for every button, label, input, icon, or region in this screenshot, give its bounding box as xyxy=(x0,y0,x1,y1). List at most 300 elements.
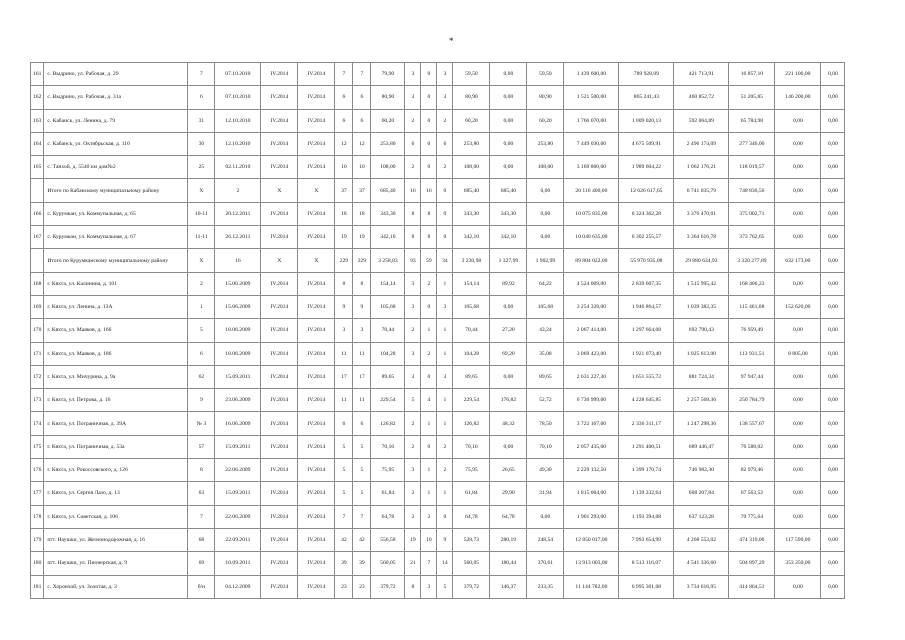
cell-area-total: 3 258,83 xyxy=(371,249,405,272)
registry-table-body xyxy=(31,63,845,599)
cell-row-number: 176 xyxy=(31,459,44,482)
cell-cost-region: 692 790,43 xyxy=(674,319,729,342)
cell-address: г. Кяхта, ул. Петрова, д. 16 xyxy=(44,389,188,412)
cell-row-number: 163 xyxy=(31,109,44,132)
cell-document-date: 15.09.2011 xyxy=(215,482,261,505)
cell-document-number: 2 xyxy=(188,272,215,295)
cell-actual-end: IV.2014 xyxy=(298,435,335,458)
cell-premises-municipal: 1 xyxy=(437,412,453,435)
cell-area-relocated: 61,84 xyxy=(453,482,490,505)
cell-area-total: 560,05 xyxy=(371,552,405,575)
cell-area-owned: 280,19 xyxy=(490,528,527,551)
cell-area-relocated: 343,30 xyxy=(453,202,490,225)
cell-premises-total: 8 xyxy=(405,226,421,249)
cell-row-number: 181 xyxy=(31,575,44,598)
cell-area-relocated: 229,54 xyxy=(453,389,490,412)
cell-cost-region: 29 880 634,93 xyxy=(674,249,729,272)
cell-area-relocated: 64,78 xyxy=(453,505,490,528)
cell-document-number: X xyxy=(188,249,215,272)
cell-premises-municipal: 1 xyxy=(437,319,453,342)
cell-actual-end: IV.2014 xyxy=(298,389,335,412)
cell-cost-extra: 0,00 xyxy=(775,109,821,132)
cell-cost-other: 0,00 xyxy=(821,575,845,598)
cell-area-owned: 64,78 xyxy=(490,505,527,528)
cell-relocated-count-2: 19 xyxy=(353,226,371,249)
cell-cost-total: 2 631 227,30 xyxy=(564,365,619,388)
cell-premises-total: 2 xyxy=(405,319,421,342)
cell-relocated-count-2: 6 xyxy=(353,109,371,132)
cell-cost-local: 250 784,79 xyxy=(729,389,775,412)
cell-premises-municipal: 1 xyxy=(437,482,453,505)
cell-planned-end: IV.2014 xyxy=(261,459,298,482)
cell-area-relocated: 154,14 xyxy=(453,272,490,295)
cell-cost-total: 20 116 400,00 xyxy=(564,179,619,202)
cell-relocated-count-2: 5 xyxy=(353,482,371,505)
cell-cost-other: 0,00 xyxy=(821,389,845,412)
cell-document-date: 15.06.2009 xyxy=(215,295,261,318)
cell-premises-municipal: 2 xyxy=(437,459,453,482)
cell-cost-local: 16 857,10 xyxy=(729,63,775,86)
cell-planned-end: IV.2014 xyxy=(261,226,298,249)
cell-planned-end: IV.2014 xyxy=(261,202,298,225)
cell-cost-region: 2 496 174,09 xyxy=(674,132,729,155)
cell-document-number: 31 xyxy=(188,109,215,132)
cell-area-owned: 48,32 xyxy=(490,412,527,435)
cell-cost-region: 746 982,30 xyxy=(674,459,729,482)
cell-document-date: 04.12.2009 xyxy=(215,575,261,598)
cell-cost-local: 82 979,46 xyxy=(729,459,775,482)
cell-premises-owned: 1 xyxy=(421,319,437,342)
cell-area-owned: 0,00 xyxy=(490,365,527,388)
cell-cost-fund: 1 921 073,40 xyxy=(619,342,674,365)
cell-planned-end: IV.2014 xyxy=(261,482,298,505)
cell-premises-total: 3 xyxy=(405,459,421,482)
cell-cost-fund: 1 399 170,74 xyxy=(619,459,674,482)
cell-actual-end: IV.2014 xyxy=(298,319,335,342)
table-row xyxy=(31,272,845,295)
cell-address: г. Кяхта, ул. Сергея Лазо, д. 13 xyxy=(44,482,188,505)
cell-cost-fund: 789 928,09 xyxy=(619,63,674,86)
cell-premises-total: 3 xyxy=(405,63,421,86)
cell-address: с. Выдрино, ул. Рабочая, д. 29 xyxy=(44,63,188,86)
cell-cost-fund: 1 291 400,51 xyxy=(619,435,674,458)
cell-cost-total: 1 815 004,00 xyxy=(564,482,619,505)
cell-cost-total: 4 524 009,00 xyxy=(564,272,619,295)
cell-area-municipal: 1 902,99 xyxy=(527,249,564,272)
cell-premises-total: 3 xyxy=(405,272,421,295)
cell-cost-other: 0,00 xyxy=(821,342,845,365)
cell-area-total: 104,28 xyxy=(371,342,405,365)
cell-premises-owned: 10 xyxy=(421,528,437,551)
cell-address: с. Курумкан, ул. Коммунальная, д. 65 xyxy=(44,202,188,225)
cell-document-date: 23.06.2009 xyxy=(215,389,261,412)
cell-relocated-count-2: 5 xyxy=(353,459,371,482)
cell-area-relocated: 3 230,98 xyxy=(453,249,490,272)
cell-relocated-count-2: 42 xyxy=(353,528,371,551)
cell-cost-region: 4 541 336,60 xyxy=(674,552,729,575)
cell-cost-total: 2 067 414,00 xyxy=(564,319,619,342)
cell-cost-other: 0,00 xyxy=(821,435,845,458)
cell-address: г. Кяхта, ул. Советская, д. 106 xyxy=(44,505,188,528)
cell-actual-end: IV.2014 xyxy=(298,528,335,551)
cell-premises-total: 16 xyxy=(405,179,421,202)
cell-area-owned: 0,00 xyxy=(490,435,527,458)
cell-cost-other: 0,00 xyxy=(821,249,845,272)
cell-cost-extra: 0,00 xyxy=(775,132,821,155)
cell-cost-fund: 6 995 301,08 xyxy=(619,575,674,598)
cell-cost-extra: 0,00 xyxy=(775,389,821,412)
cell-cost-other: 0,00 xyxy=(821,63,845,86)
cell-row-number: 168 xyxy=(31,272,44,295)
cell-row-number: 170 xyxy=(31,319,44,342)
cell-area-municipal: 64,22 xyxy=(527,272,564,295)
cell-cost-local: 138 557,67 xyxy=(729,412,775,435)
cell-area-municipal: 108,00 xyxy=(527,156,564,179)
cell-document-date: 18.06.2009 xyxy=(215,342,261,365)
cell-actual-end: IV.2014 xyxy=(298,552,335,575)
cell-planned-end: IV.2014 xyxy=(261,389,298,412)
cell-premises-total: 93 xyxy=(405,249,421,272)
cell-relocated-count-2: 11 xyxy=(353,342,371,365)
cell-cost-local: 748 836,56 xyxy=(729,179,775,202)
cell-premises-total: 5 xyxy=(405,389,421,412)
cell-actual-end: IV.2014 xyxy=(298,86,335,109)
cell-relocated-count-2: 7 xyxy=(353,505,371,528)
cell-cost-total: 1 901 293,00 xyxy=(564,505,619,528)
cell-planned-end: IV.2014 xyxy=(261,505,298,528)
cell-relocated-count-2: 6 xyxy=(353,412,371,435)
cell-cost-local: 118 019,57 xyxy=(729,156,775,179)
cell-cost-extra: 221 100,00 xyxy=(775,63,821,86)
cell-relocated-count-2: 10 xyxy=(353,156,371,179)
cell-address: Итого по Кабанскому муниципальному району xyxy=(44,179,188,202)
cell-cost-region: 421 713,91 xyxy=(674,63,729,86)
cell-cost-extra: 0,00 xyxy=(775,412,821,435)
table-row xyxy=(31,109,845,132)
cell-area-municipal: 35,08 xyxy=(527,342,564,365)
cell-address: с. Кабанск, ул. Октябрьская, д. 116 xyxy=(44,132,188,155)
cell-premises-municipal: 3 xyxy=(437,295,453,318)
cell-cost-fund: 55 970 935,08 xyxy=(619,249,674,272)
cell-relocated-count: 12 xyxy=(335,132,353,155)
cell-document-date: 18.06.2009 xyxy=(215,319,261,342)
cell-relocated-count-2: 39 xyxy=(353,552,371,575)
cell-area-total: 342,10 xyxy=(371,226,405,249)
cell-relocated-count: 5 xyxy=(335,482,353,505)
cell-relocated-count: 11 xyxy=(335,389,353,412)
cell-area-total: 154,14 xyxy=(371,272,405,295)
cell-document-number: б/н xyxy=(188,575,215,598)
cell-area-relocated: 80,90 xyxy=(453,86,490,109)
cell-area-relocated: 685,40 xyxy=(453,179,490,202)
cell-area-owned: 685,40 xyxy=(490,179,527,202)
table-row xyxy=(31,132,845,155)
cell-relocated-count: 17 xyxy=(335,365,353,388)
cell-document-number: № 3 xyxy=(188,412,215,435)
cell-actual-end: IV.2014 xyxy=(298,482,335,505)
cell-actual-end: X xyxy=(298,249,335,272)
cell-cost-extra: 0,00 xyxy=(775,575,821,598)
cell-address: г. Кяхта, ул. Пограничная, д. 53а xyxy=(44,435,188,458)
registry-table xyxy=(30,62,845,599)
cell-area-municipal: 0,00 xyxy=(527,179,564,202)
cell-premises-total: 2 xyxy=(405,435,421,458)
cell-relocated-count-2: 37 xyxy=(353,179,371,202)
cell-actual-end: IV.2014 xyxy=(298,459,335,482)
cell-area-owned: 176,82 xyxy=(490,389,527,412)
cell-area-total: 556,58 xyxy=(371,528,405,551)
cell-cost-other: 0,00 xyxy=(821,202,845,225)
cell-document-date: 12.10.2010 xyxy=(215,132,261,155)
cell-row-number: 179 xyxy=(31,528,44,551)
cell-cost-fund: 1 139 232,64 xyxy=(619,482,674,505)
cell-area-owned: 180,44 xyxy=(490,552,527,575)
cell-address: с. Танхой, д. 5540 км дом№2 xyxy=(44,156,188,179)
cell-cost-extra: 146 200,00 xyxy=(775,86,821,109)
cell-area-total: 60,20 xyxy=(371,109,405,132)
cell-cost-total: 2 057 435,00 xyxy=(564,435,619,458)
cell-cost-extra: 8 805,00 xyxy=(775,342,821,365)
cell-area-relocated: 104,28 xyxy=(453,342,490,365)
cell-row-number: 175 xyxy=(31,435,44,458)
cell-cost-region: 1 025 613,00 xyxy=(674,342,729,365)
cell-area-total: 79,90 xyxy=(371,63,405,86)
table-row xyxy=(31,575,845,598)
cell-document-date: 15.09.2011 xyxy=(215,365,261,388)
cell-relocated-count: 42 xyxy=(335,528,353,551)
cell-premises-owned: 1 xyxy=(421,482,437,505)
cell-row-number: 161 xyxy=(31,63,44,86)
cell-cost-total: 3 169 800,00 xyxy=(564,156,619,179)
cell-cost-fund: 2 336 311,17 xyxy=(619,412,674,435)
cell-cost-region: 3 364 616,78 xyxy=(674,226,729,249)
cell-relocated-count: 6 xyxy=(335,86,353,109)
cell-planned-end: IV.2014 xyxy=(261,435,298,458)
cell-cost-fund: 1 009 020,13 xyxy=(619,109,674,132)
cell-premises-owned: 8 xyxy=(421,226,437,249)
cell-row-number xyxy=(31,249,44,272)
cell-cost-extra: 0,00 xyxy=(775,459,821,482)
table-row xyxy=(31,86,845,109)
cell-cost-total: 6 736 999,00 xyxy=(564,389,619,412)
cell-cost-other: 0,00 xyxy=(821,365,845,388)
cell-premises-total: 3 xyxy=(405,86,421,109)
cell-area-total: 70,44 xyxy=(371,319,405,342)
cell-planned-end: IV.2014 xyxy=(261,552,298,575)
cell-document-number: 57 xyxy=(188,435,215,458)
cell-cost-total: 11 144 782,00 xyxy=(564,575,619,598)
cell-row-number: 177 xyxy=(31,482,44,505)
cell-relocated-count-2: 6 xyxy=(353,86,371,109)
cell-area-relocated: 70,44 xyxy=(453,319,490,342)
table-row xyxy=(31,435,845,458)
cell-planned-end: IV.2014 xyxy=(261,295,298,318)
cell-area-municipal: 52,72 xyxy=(527,389,564,412)
cell-cost-region: 3 376 470,01 xyxy=(674,202,729,225)
cell-area-municipal: 43,24 xyxy=(527,319,564,342)
cell-address: Итого по Курумканскому муниципальному району xyxy=(44,249,188,272)
cell-cost-local: 115 461,08 xyxy=(729,295,775,318)
cell-area-relocated: 126,82 xyxy=(453,412,490,435)
cell-cost-fund: 1 651 555,72 xyxy=(619,365,674,388)
cell-planned-end: IV.2014 xyxy=(261,86,298,109)
cell-planned-end: IV.2014 xyxy=(261,342,298,365)
cell-cost-region: 4 268 553,02 xyxy=(674,528,729,551)
cell-actual-end: IV.2014 xyxy=(298,202,335,225)
cell-area-municipal: 233,35 xyxy=(527,575,564,598)
cell-planned-end: IV.2014 xyxy=(261,412,298,435)
cell-premises-municipal: 34 xyxy=(437,249,453,272)
cell-premises-total: 2 xyxy=(405,482,421,505)
cell-cost-local: 504 897,29 xyxy=(729,552,775,575)
cell-cost-extra: 0,00 xyxy=(775,179,821,202)
cell-area-relocated: 342,10 xyxy=(453,226,490,249)
cell-document-number: 7 xyxy=(188,505,215,528)
cell-relocated-count-2: 3 xyxy=(353,319,371,342)
cell-cost-total: 3 722 167,00 xyxy=(564,412,619,435)
cell-cost-other: 0,00 xyxy=(821,552,845,575)
table-row xyxy=(31,412,845,435)
cell-cost-other: 0,00 xyxy=(821,459,845,482)
cell-relocated-count: 23 xyxy=(335,575,353,598)
cell-area-owned: 343,30 xyxy=(490,202,527,225)
cell-planned-end: IV.2014 xyxy=(261,319,298,342)
table-row xyxy=(31,552,845,575)
cell-cost-total: 13 913 003,00 xyxy=(564,552,619,575)
cell-address: с. Курумкан, ул. Коммунальная, д. 67 xyxy=(44,226,188,249)
cell-document-date: 22.09.2011 xyxy=(215,528,261,551)
cell-area-total: 379,72 xyxy=(371,575,405,598)
cell-relocated-count: 6 xyxy=(335,109,353,132)
cell-cost-region: 608 207,84 xyxy=(674,482,729,505)
cell-relocated-count: 11 xyxy=(335,342,353,365)
cell-planned-end: IV.2014 xyxy=(261,156,298,179)
cell-document-number: 69 xyxy=(188,552,215,575)
cell-cost-extra: 632 173,00 xyxy=(775,249,821,272)
table-row xyxy=(31,528,845,551)
cell-cost-other: 0,00 xyxy=(821,272,845,295)
cell-cost-total: 1 521 500,00 xyxy=(564,86,619,109)
cell-premises-total: 21 xyxy=(405,552,421,575)
cell-cost-fund: 1 989 604,22 xyxy=(619,156,674,179)
cell-row-number: 164 xyxy=(31,132,44,155)
cell-cost-region: 1 062 176,21 xyxy=(674,156,729,179)
cell-area-total: 89,65 xyxy=(371,365,405,388)
cell-cost-total: 1 766 670,00 xyxy=(564,109,619,132)
cell-cost-fund: 8 513 116,07 xyxy=(619,552,674,575)
cell-premises-municipal: 0 xyxy=(437,202,453,225)
cell-row-number: 169 xyxy=(31,295,44,318)
cell-cost-region: 1 247 298,36 xyxy=(674,412,729,435)
cell-premises-municipal: 3 xyxy=(437,63,453,86)
cell-area-municipal: 49,30 xyxy=(527,459,564,482)
cell-area-owned: 26,65 xyxy=(490,459,527,482)
cell-premises-owned: 0 xyxy=(421,109,437,132)
cell-cost-extra: 0,00 xyxy=(775,202,821,225)
cell-area-total: 108,00 xyxy=(371,156,405,179)
cell-area-municipal: 59,50 xyxy=(527,63,564,86)
cell-premises-municipal: 6 xyxy=(437,132,453,155)
cell-cost-fund: 1 193 394,08 xyxy=(619,505,674,528)
cell-actual-end: IV.2014 xyxy=(298,226,335,249)
cell-premises-total: 8 xyxy=(405,202,421,225)
cell-planned-end: IV.2014 xyxy=(261,272,298,295)
cell-cost-total: 89 804 022,00 xyxy=(564,249,619,272)
cell-area-total: 64,78 xyxy=(371,505,405,528)
cell-area-owned: 89,92 xyxy=(490,272,527,295)
cell-cost-fund: 6 302 255,57 xyxy=(619,226,674,249)
cell-premises-municipal: 3 xyxy=(437,86,453,109)
cell-address: г. Кяхта, ул. Калинина, д. 101 xyxy=(44,272,188,295)
cell-document-date: 07.10.2010 xyxy=(215,63,261,86)
cell-document-number: 25 xyxy=(188,156,215,179)
cell-cost-region: 460 852,72 xyxy=(674,86,729,109)
cell-cost-region: 6 741 035,79 xyxy=(674,179,729,202)
cell-document-date: 26.12.2011 xyxy=(215,226,261,249)
cell-document-number: 7 xyxy=(188,63,215,86)
cell-premises-owned: 0 xyxy=(421,156,437,179)
cell-planned-end: IV.2014 xyxy=(261,63,298,86)
cell-cost-extra: 0,00 xyxy=(775,435,821,458)
cell-document-number: 62 xyxy=(188,365,215,388)
cell-premises-owned: 1 xyxy=(421,459,437,482)
cell-address: с. Кабанск, ул. Ленина, д. 79 xyxy=(44,109,188,132)
cell-document-date: 22.06.2009 xyxy=(215,459,261,482)
cell-relocated-count: 7 xyxy=(335,505,353,528)
cell-relocated-count: 6 xyxy=(335,412,353,435)
cell-row-number: 172 xyxy=(31,365,44,388)
cell-area-municipal: 89,65 xyxy=(527,365,564,388)
cell-area-municipal: 105,68 xyxy=(527,295,564,318)
cell-document-date: 15.09.2011 xyxy=(215,435,261,458)
cell-cost-fund: 12 626 617,65 xyxy=(619,179,674,202)
cell-cost-local: 474 319,00 xyxy=(729,528,775,551)
cell-cost-total: 1 439 600,00 xyxy=(564,63,619,86)
cell-actual-end: IV.2014 xyxy=(298,412,335,435)
cell-planned-end: IV.2014 xyxy=(261,528,298,551)
cell-actual-end: IV.2014 xyxy=(298,505,335,528)
cell-area-owned: 1 327,99 xyxy=(490,249,527,272)
cell-premises-total: 3 xyxy=(405,295,421,318)
cell-area-total: 105,68 xyxy=(371,295,405,318)
cell-cost-other: 0,00 xyxy=(821,226,845,249)
page-mark: * xyxy=(449,36,454,46)
cell-relocated-count-2: 229 xyxy=(353,249,371,272)
cell-cost-other: 0,00 xyxy=(821,156,845,179)
cell-premises-owned: 4 xyxy=(421,389,437,412)
table-row xyxy=(31,202,845,225)
cell-row-number: 167 xyxy=(31,226,44,249)
cell-cost-local: 373 762,65 xyxy=(729,226,775,249)
cell-premises-municipal: 0 xyxy=(437,179,453,202)
cell-premises-total: 6 xyxy=(405,132,421,155)
cell-premises-owned: 8 xyxy=(421,202,437,225)
cell-relocated-count: 8 xyxy=(335,272,353,295)
cell-area-total: 75,95 xyxy=(371,459,405,482)
cell-actual-end: IV.2014 xyxy=(298,575,335,598)
cell-planned-end: IV.2014 xyxy=(261,132,298,155)
cell-cost-local: 67 563,52 xyxy=(729,482,775,505)
cell-relocated-count: 3 xyxy=(335,319,353,342)
cell-cost-total: 2 229 132,50 xyxy=(564,459,619,482)
cell-document-number: 5 xyxy=(188,319,215,342)
cell-area-relocated: 75,95 xyxy=(453,459,490,482)
cell-document-number: 68 xyxy=(188,528,215,551)
cell-premises-municipal: 2 xyxy=(437,109,453,132)
cell-premises-total: 2 xyxy=(405,412,421,435)
cell-actual-end: IV.2014 xyxy=(298,295,335,318)
cell-cost-local: 51 205,85 xyxy=(729,86,775,109)
